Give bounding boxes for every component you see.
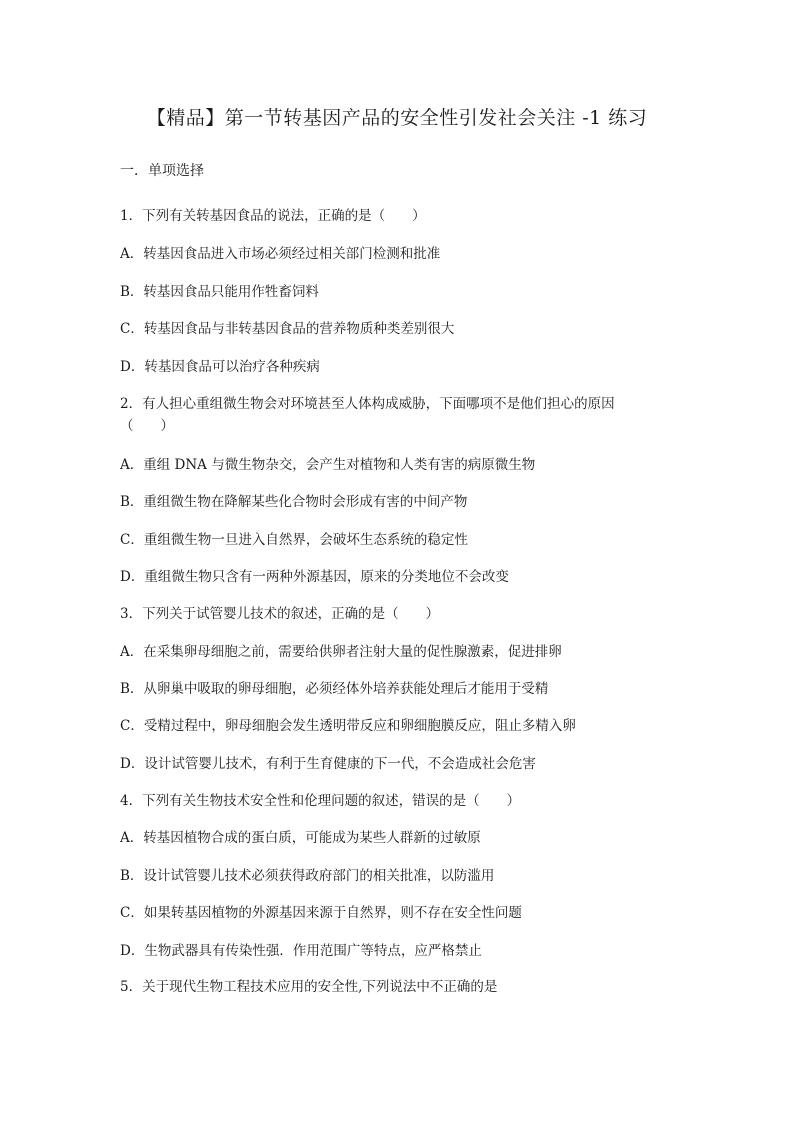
question-1-option-d: D．转基因食品可以治疗各种疾病: [120, 359, 320, 375]
section-heading: 一．单项选择: [120, 163, 204, 179]
question-2-stem-continuation: （ ）: [120, 418, 174, 434]
question-5-stem: 5．关于现代生物工程技术应用的安全性,下列说法中不正确的是: [120, 979, 498, 995]
question-2-option-b: B．重组微生物在降解某些化合物时会形成有害的中间产物: [120, 494, 468, 510]
question-1-option-a: A．转基因食品进入市场必须经过相关部门检测和批准: [120, 246, 441, 262]
question-2-stem: 2．有人担心重组微生物会对环境甚至人体构成威胁，下面哪项不是他们担心的原因: [120, 396, 615, 412]
question-3-option-d: D．设计试管婴儿技术，有利于生育健康的下一代，不会造成社会危害: [120, 756, 536, 772]
question-2-option-d: D．重组微生物只含有一两种外源基因，原来的分类地位不会改变: [120, 569, 509, 585]
question-3-option-b: B．从卵巢中吸取的卵母细胞，必须经体外培养获能处理后才能用于受精: [120, 681, 549, 697]
question-1-option-c: C．转基因食品与非转基因食品的营养物质种类差别很大: [120, 321, 455, 337]
question-4-stem: 4．下列有关生物技术安全性和伦理问题的叙述，错误的是（ ）: [120, 793, 521, 809]
question-4-option-c: C．如果转基因植物的外源基因来源于自然界，则不存在安全性问题: [120, 905, 522, 921]
question-3-option-c: C．受精过程中，卵母细胞会发生透明带反应和卵细胞膜反应，阻止多精入卵: [120, 718, 576, 734]
page-title: 【精品】第一节转基因产品的安全性引发社会关注 -1 练习: [146, 107, 648, 129]
question-4-option-a: A．转基因植物合成的蛋白质，可能成为某些人群新的过敏原: [120, 830, 481, 846]
question-4-option-b: B．设计试管婴儿技术必须获得政府部门的相关批准，以防滥用: [120, 868, 495, 884]
question-2-option-a: A．重组 DNA 与微生物杂交，会产生对植物和人类有害的病原微生物: [120, 457, 536, 473]
question-1-stem: 1．下列有关转基因食品的说法，正确的是（ ）: [120, 208, 426, 224]
question-3-stem: 3．下列关于试管婴儿技术的叙述，正确的是（ ）: [120, 606, 440, 622]
question-3-option-a: A．在采集卵母细胞之前，需要给供卵者注射大量的促性腺激素，促进排卵: [120, 644, 562, 660]
question-2-option-c: C．重组微生物一旦进入自然界，会破坏生态系统的稳定性: [120, 532, 468, 548]
question-4-option-d: D．生物武器具有传染性强．作用范围广等特点，应严格禁止: [120, 943, 482, 959]
question-1-option-b: B．转基因食品只能用作牲畜饲料: [120, 284, 319, 300]
